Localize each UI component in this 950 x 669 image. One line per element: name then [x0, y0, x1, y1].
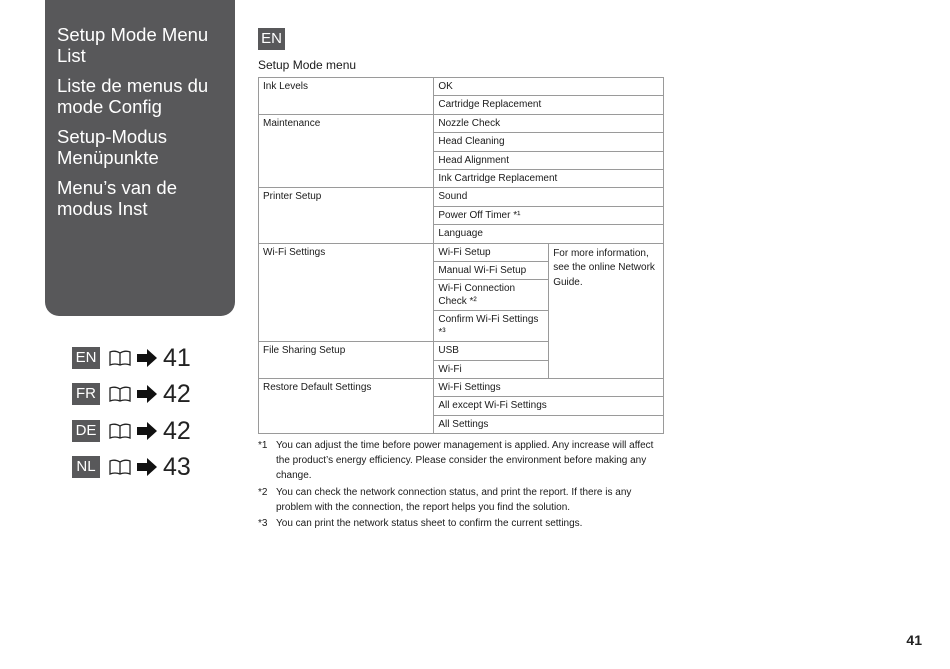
arrow-right-icon: [136, 457, 158, 477]
footnote-mark: *1: [258, 440, 268, 452]
table-cell: Ink Cartridge Replacement: [434, 169, 664, 187]
footnotes: [258, 438, 678, 531]
footnote: [258, 485, 678, 515]
book-icon: [109, 459, 131, 475]
sidebar-panel: [45, 0, 235, 316]
lang-badge: DE: [72, 420, 100, 442]
menu-title-en: Setup Mode Menu List: [57, 24, 209, 66]
section-lang-badge: EN: [258, 28, 285, 50]
network-guide-note: For more information, see the online Network Guide.: [549, 243, 664, 379]
table-cell: Ink Levels: [259, 78, 434, 115]
table-cell: Printer Setup: [259, 188, 434, 243]
table-cell: All except Wi-Fi Settings: [434, 397, 664, 415]
table-cell: Restore Default Settings: [259, 379, 434, 434]
page-reference: 41: [163, 344, 191, 373]
table-cell: All Settings: [434, 415, 664, 433]
lang-badge: NL: [72, 456, 100, 478]
arrow-right-icon: [136, 384, 158, 404]
lang-badge: FR: [72, 383, 100, 405]
table-cell: Manual Wi-Fi Setup: [434, 261, 549, 279]
table-row: [259, 243, 664, 261]
footnote: [258, 516, 678, 531]
footnote-mark: *3: [258, 518, 268, 530]
table-cell: Head Cleaning: [434, 133, 664, 151]
table-cell: Confirm Wi-Fi Settings *³: [434, 311, 549, 342]
arrow-right-icon: [136, 348, 158, 368]
footnote-text: You can check the network connection status, and print the report. If there is any problem with the connection, the report helps you find the solution.: [276, 486, 632, 513]
book-icon: [109, 386, 131, 402]
book-icon: [109, 350, 131, 366]
table-cell: Language: [434, 225, 664, 243]
menu-title-fr: Liste de menus du mode Config: [57, 75, 209, 117]
lang-link-en[interactable]: [72, 340, 191, 376]
footnote-text: You can adjust the time before power management is applied. Any increase will affect the product’s energy efficiency. Please consider the environment before making any change.: [276, 440, 654, 482]
footnote: [258, 438, 678, 483]
table-cell: USB: [434, 342, 549, 360]
table-cell: Head Alignment: [434, 151, 664, 169]
arrow-right-icon: [136, 421, 158, 441]
lang-link-de[interactable]: [72, 413, 191, 449]
table-row: [259, 188, 664, 206]
table-cell: Wi-Fi Settings: [259, 243, 434, 342]
page-reference: 43: [163, 453, 191, 482]
menu-title-nl: Menu’s van de modus Inst: [57, 177, 177, 219]
table-cell: Cartridge Replacement: [434, 96, 664, 114]
page-number: 41: [906, 632, 922, 648]
table-cell: Sound: [434, 188, 664, 206]
menu-title-de: Setup-Modus Menüpunkte: [57, 126, 168, 168]
table-row: [259, 379, 664, 397]
table-cell: Nozzle Check: [434, 114, 664, 132]
page-reference: 42: [163, 416, 191, 445]
table-row: [259, 78, 664, 96]
table-row: [259, 114, 664, 132]
lang-link-nl[interactable]: [72, 449, 191, 485]
setup-menu-table: [258, 77, 664, 434]
book-icon: [109, 423, 131, 439]
table-cell: Power Off Timer *¹: [434, 206, 664, 224]
table-cell: Wi-Fi Connection Check *²: [434, 280, 549, 311]
footnote-mark: *2: [258, 486, 268, 498]
lang-badge: EN: [72, 347, 100, 369]
table-cell: OK: [434, 78, 664, 96]
table-cell: Wi-Fi Settings: [434, 379, 664, 397]
section-subtitle: Setup Mode menu: [258, 58, 357, 72]
lang-link-fr[interactable]: [72, 376, 191, 412]
table-cell: Wi-Fi Setup: [434, 243, 549, 261]
footnote-text: You can print the network status sheet to confirm the current settings.: [276, 518, 583, 530]
language-page-links: [72, 340, 191, 485]
table-cell: Maintenance: [259, 114, 434, 188]
page-reference: 42: [163, 380, 191, 409]
main-content: [258, 28, 678, 533]
table-cell: Wi-Fi: [434, 360, 549, 378]
table-cell: File Sharing Setup: [259, 342, 434, 379]
